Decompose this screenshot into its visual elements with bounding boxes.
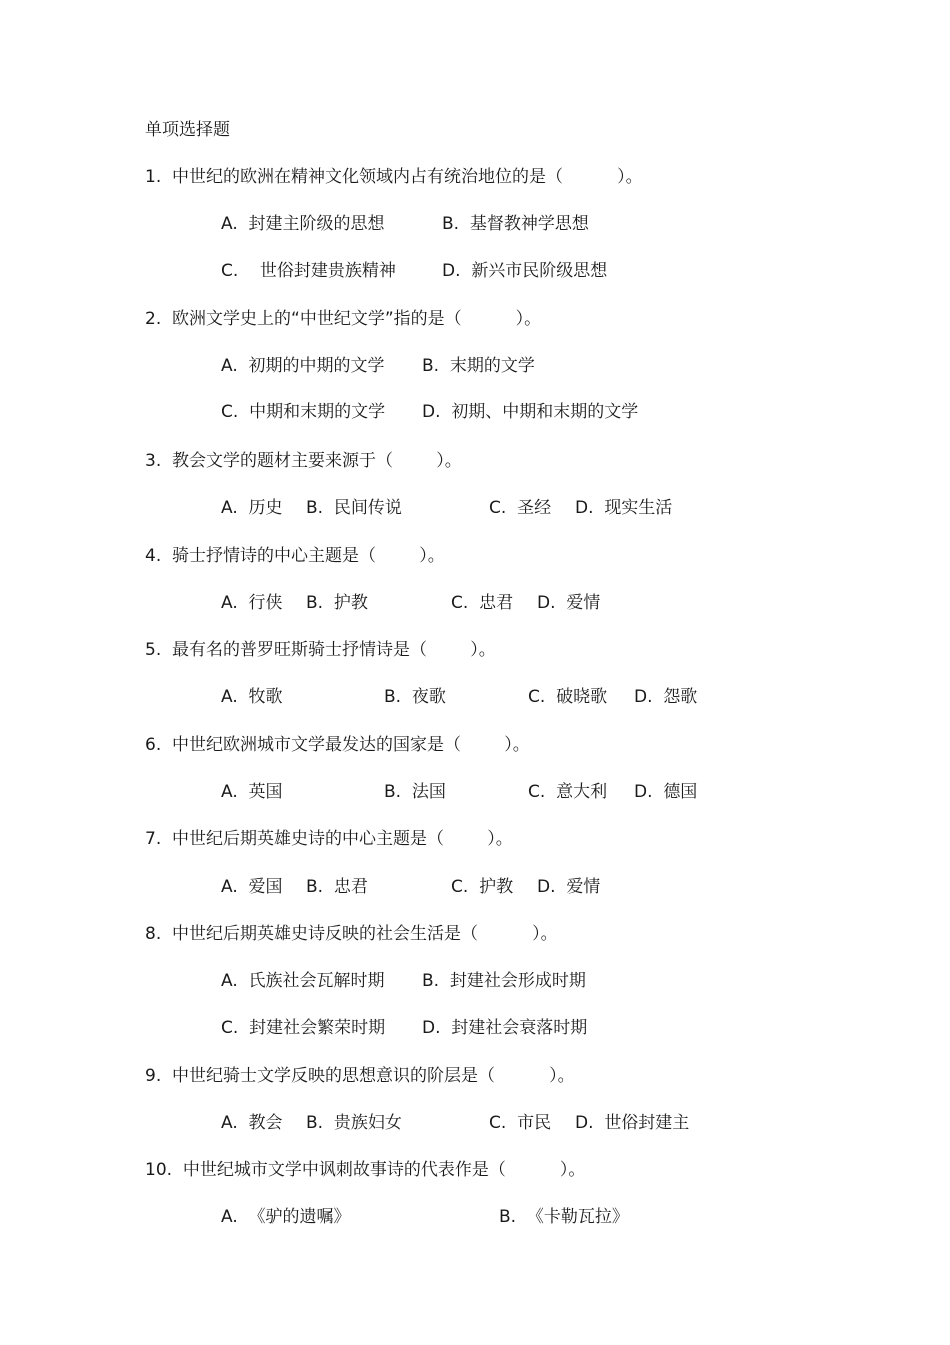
q7-option-c: C. 护教 (451, 877, 514, 897)
q8-option-d: D. 封建社会衰落时期 (422, 1018, 588, 1038)
q7-option-d: D. 爱情 (537, 877, 601, 897)
q3-option-d: D. 现实生活 (575, 498, 673, 518)
question-8-stem: 8. 中世纪后期英雄史诗反映的社会生活是（ ）。 (145, 924, 558, 944)
question-6-stem: 6. 中世纪欧洲城市文学最发达的国家是（ ）。 (145, 735, 530, 755)
q6-option-d: D. 德国 (634, 782, 698, 802)
q4-option-a: A. 行侠 (221, 593, 283, 613)
question-2-stem: 2. 欧洲文学史上的“中世纪文学”指的是（ ）。 (145, 309, 542, 329)
q2-option-a: A. 初期的中期的文学 (221, 356, 385, 376)
q4-option-c: C. 忠君 (451, 593, 514, 613)
q7-option-a: A. 爱国 (221, 877, 283, 897)
q1-option-a: A. 封建主阶级的思想 (221, 214, 385, 234)
q8-option-b: B. 封建社会形成时期 (422, 971, 586, 991)
question-4-stem: 4. 骑士抒情诗的中心主题是（ ）。 (145, 546, 445, 566)
q6-option-b: B. 法国 (384, 782, 446, 802)
q1-option-b: B. 基督教神学思想 (442, 214, 589, 234)
question-5-stem: 5. 最有名的普罗旺斯骑士抒情诗是（ ）。 (145, 640, 496, 660)
q8-option-a: A. 氏族社会瓦解时期 (221, 971, 385, 991)
section-title: 单项选择题 (145, 120, 230, 140)
q1-option-d: D. 新兴市民阶级思想 (442, 261, 608, 281)
q2-option-c: C. 中期和末期的文学 (221, 402, 386, 422)
question-9-stem: 9. 中世纪骑士文学反映的思想意识的阶层是（ ）。 (145, 1066, 575, 1086)
q9-option-a: A. 教会 (221, 1113, 283, 1133)
q4-option-d: D. 爱情 (537, 593, 601, 613)
question-10-stem: 10. 中世纪城市文学中讽刺故事诗的代表作是（ ）。 (145, 1160, 586, 1180)
q5-option-b: B. 夜歌 (384, 687, 446, 707)
q5-option-d: D. 怨歌 (634, 687, 698, 707)
q5-option-a: A. 牧歌 (221, 687, 283, 707)
q4-option-b: B. 护教 (306, 593, 368, 613)
q3-option-b: B. 民间传说 (306, 498, 402, 518)
q9-option-b: B. 贵族妇女 (306, 1113, 402, 1133)
q3-option-c: C. 圣经 (489, 498, 552, 518)
q2-option-d: D. 初期、中期和末期的文学 (422, 402, 639, 422)
q7-option-b: B. 忠君 (306, 877, 368, 897)
q10-option-b: B. 《卡勒瓦拉》 (499, 1207, 629, 1227)
question-7-stem: 7. 中世纪后期英雄史诗的中心主题是（ ）。 (145, 829, 513, 849)
q1-option-c: C. 世俗封建贵族精神 (221, 261, 396, 281)
q5-option-c: C. 破晓歌 (528, 687, 608, 707)
q3-option-a: A. 历史 (221, 498, 283, 518)
question-1-stem: 1. 中世纪的欧洲在精神文化领域内占有统治地位的是（ ）。 (145, 167, 643, 187)
q8-option-c: C. 封建社会繁荣时期 (221, 1018, 386, 1038)
q2-option-b: B. 末期的文学 (422, 356, 535, 376)
q9-option-d: D. 世俗封建主 (575, 1113, 690, 1133)
question-3-stem: 3. 教会文学的题材主要来源于（ ）。 (145, 451, 462, 471)
q10-option-a: A. 《驴的遗嘱》 (221, 1207, 351, 1227)
q6-option-c: C. 意大利 (528, 782, 608, 802)
q9-option-c: C. 市民 (489, 1113, 552, 1133)
q6-option-a: A. 英国 (221, 782, 283, 802)
